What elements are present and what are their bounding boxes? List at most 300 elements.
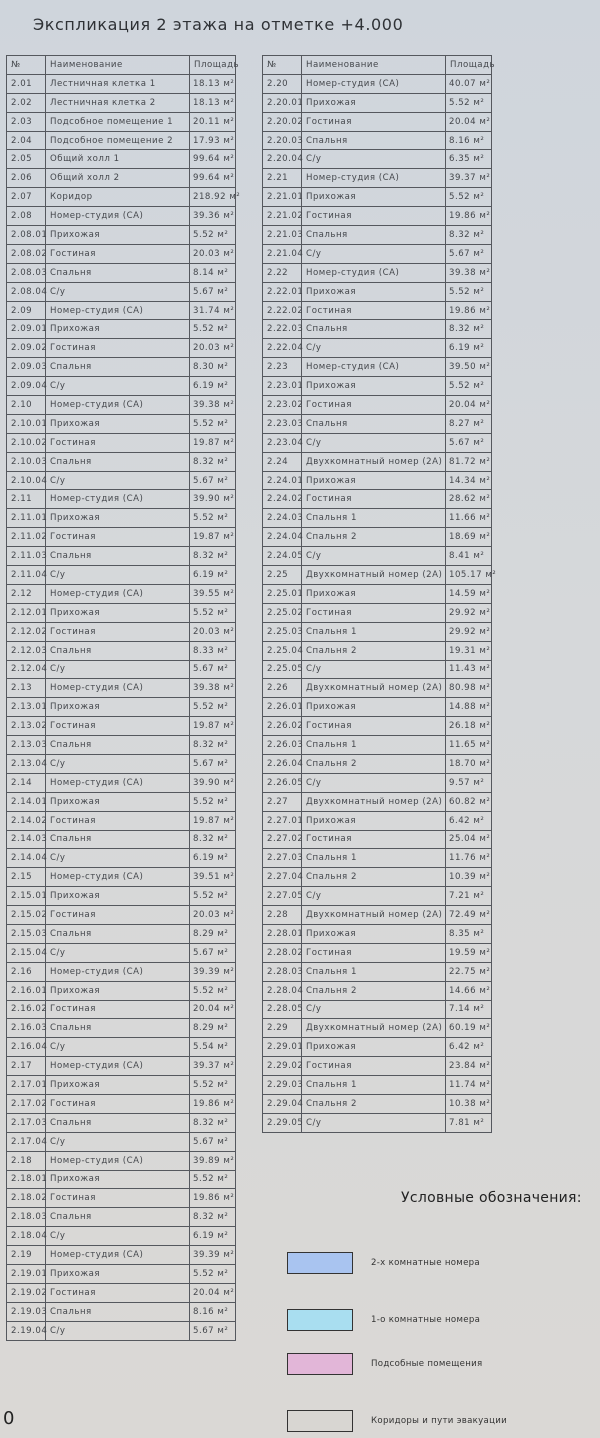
area-value: 8.14: [193, 267, 215, 278]
area-value: 6.35: [449, 154, 471, 165]
room-area: [190, 736, 236, 755]
room-name: Спальня 1: [302, 509, 446, 528]
room-area: [190, 358, 236, 377]
area-value: 10.39: [449, 872, 477, 883]
area-value: 19.86: [193, 1098, 221, 1109]
area-unit: м²: [217, 645, 229, 656]
area-unit: м²: [217, 1042, 229, 1053]
room-number: 2.26.01: [263, 698, 302, 717]
area-value: 28.62: [449, 494, 477, 505]
area-value: 7.21: [449, 891, 471, 902]
room-number: 2.13: [7, 679, 46, 698]
table-row: [263, 811, 492, 830]
room-area: [446, 698, 492, 717]
area-unit: м²: [217, 381, 229, 392]
table-row: [263, 112, 492, 131]
area-value: 39.55: [193, 588, 221, 599]
area-value: 22.75: [449, 966, 477, 977]
table-row: [263, 93, 492, 112]
room-area: [190, 717, 236, 736]
area-unit: м²: [217, 947, 229, 958]
area-unit: м²: [223, 1250, 235, 1261]
table-row: [263, 924, 492, 943]
room-name: Гостиная: [302, 943, 446, 962]
table-row: [263, 792, 492, 811]
area-value: 39.51: [193, 872, 221, 883]
area-value: 19.87: [193, 532, 221, 543]
room-number: 2.25.02: [263, 603, 302, 622]
room-number: 2.17.03: [7, 1113, 46, 1132]
room-area: [446, 169, 492, 188]
table-row: [7, 811, 236, 830]
table-row: [7, 131, 236, 150]
room-name: Спальня: [46, 641, 190, 660]
area-unit: м²: [479, 607, 491, 618]
table-row: [263, 906, 492, 925]
table-row: [7, 263, 236, 282]
area-value: 8.16: [449, 135, 471, 146]
room-area: [190, 320, 236, 339]
area-unit: м²: [479, 910, 491, 921]
room-name: Лестничная клетка 2: [46, 93, 190, 112]
table-row: [7, 528, 236, 547]
area-value: 5.52: [193, 702, 215, 713]
table-row: [7, 698, 236, 717]
table-row: [7, 433, 236, 452]
area-value: 5.52: [193, 1268, 215, 1279]
column-header: Наименование: [46, 56, 190, 75]
room-name: С/у: [46, 943, 190, 962]
room-number: 2.23.03: [263, 414, 302, 433]
room-area: [190, 74, 236, 93]
room-area: [446, 660, 492, 679]
area-unit: м²: [479, 1080, 491, 1091]
room-area: [446, 433, 492, 452]
table-row: [263, 1076, 492, 1095]
room-area: [446, 962, 492, 981]
room-area: [446, 320, 492, 339]
room-name: Прихожая: [46, 414, 190, 433]
room-number: 2.15: [7, 868, 46, 887]
area-unit: м²: [223, 173, 235, 184]
area-value: 8.32: [193, 1117, 215, 1128]
room-name: Спальня 2: [302, 528, 446, 547]
room-name: Гостиная: [302, 1057, 446, 1076]
room-area: [446, 1038, 492, 1057]
room-name: Гостиная: [46, 528, 190, 547]
room-number: 2.29.02: [263, 1057, 302, 1076]
room-number: 2.22.02: [263, 301, 302, 320]
legend-swatch: [287, 1353, 353, 1375]
room-area: [190, 887, 236, 906]
area-unit: м²: [217, 324, 229, 335]
room-area: [190, 339, 236, 358]
room-number: 2.25: [263, 566, 302, 585]
room-name: Общий холл 1: [46, 150, 190, 169]
area-value: 39.38: [449, 267, 477, 278]
legend-swatch: [287, 1410, 353, 1432]
area-unit: м²: [217, 1268, 229, 1279]
area-unit: м²: [479, 853, 491, 864]
room-area: [446, 717, 492, 736]
table-row: [263, 74, 492, 93]
room-area: [190, 471, 236, 490]
area-value: 19.87: [193, 721, 221, 732]
room-area: [190, 226, 236, 245]
area-unit: м²: [479, 872, 491, 883]
room-name: Прихожая: [302, 282, 446, 301]
area-unit: м²: [223, 626, 235, 637]
area-unit: м²: [223, 532, 235, 543]
area-unit: м²: [473, 815, 485, 826]
room-number: 2.11: [7, 490, 46, 509]
area-unit: м²: [479, 1098, 491, 1109]
room-number: 2.15.03: [7, 924, 46, 943]
area-value: 99.64: [193, 154, 221, 165]
area-unit: м²: [473, 437, 485, 448]
area-unit: м²: [223, 683, 235, 694]
area-unit: м²: [217, 229, 229, 240]
area-value: 18.13: [193, 97, 221, 108]
room-number: 2.18.04: [7, 1227, 46, 1246]
area-value: 6.19: [193, 569, 215, 580]
room-number: 2.11.04: [7, 566, 46, 585]
area-unit: м²: [223, 211, 235, 222]
area-unit: м²: [479, 626, 491, 637]
area-value: 6.19: [449, 343, 471, 354]
table-row: [7, 301, 236, 320]
area-unit: м²: [223, 1098, 235, 1109]
area-unit: м²: [217, 456, 229, 467]
area-value: 19.31: [449, 645, 477, 656]
room-area: [446, 414, 492, 433]
room-area: [190, 1265, 236, 1284]
room-name: Спальня: [46, 263, 190, 282]
room-name: Прихожая: [46, 1170, 190, 1189]
room-name: Спальня 2: [302, 868, 446, 887]
table-row: [263, 358, 492, 377]
room-name: Номер-студия (СА): [302, 358, 446, 377]
table-header-row: [7, 56, 236, 75]
room-number: 2.24.05: [263, 547, 302, 566]
area-unit: м²: [217, 1212, 229, 1223]
table-row: [7, 1208, 236, 1227]
room-name: Спальня 2: [302, 754, 446, 773]
room-number: 2.29.01: [263, 1038, 302, 1057]
room-number: 2.20.03: [263, 131, 302, 150]
room-name: Лестничная клетка 1: [46, 74, 190, 93]
room-number: 2.18.01: [7, 1170, 46, 1189]
room-number: 2.12.01: [7, 603, 46, 622]
area-value: 39.37: [193, 1061, 221, 1072]
area-unit: м²: [217, 702, 229, 713]
table-row: [7, 1151, 236, 1170]
area-value: 19.86: [193, 1193, 221, 1204]
area-unit: м²: [479, 1023, 491, 1034]
room-area: [446, 452, 492, 471]
room-number: 2.06: [7, 169, 46, 188]
table-row: [7, 377, 236, 396]
area-value: 20.03: [193, 910, 221, 921]
room-area: [446, 188, 492, 207]
area-value: 6.19: [193, 1231, 215, 1242]
legend-swatch: [287, 1252, 353, 1274]
area-unit: м²: [217, 834, 229, 845]
legend-label: 2-х комнатные номера: [371, 1258, 480, 1268]
area-value: 6.42: [449, 1042, 471, 1053]
area-value: 60.19: [449, 1023, 477, 1034]
area-value: 5.67: [193, 947, 215, 958]
area-value: 19.87: [193, 437, 221, 448]
room-name: С/у: [302, 660, 446, 679]
table-row: [263, 528, 492, 547]
area-unit: м²: [217, 362, 229, 373]
area-unit: м²: [217, 1136, 229, 1147]
area-value: 20.03: [193, 248, 221, 259]
room-area: [190, 603, 236, 622]
area-value: 8.30: [193, 362, 215, 373]
room-area: [446, 471, 492, 490]
area-value: 39.90: [193, 777, 221, 788]
room-area: [190, 830, 236, 849]
table-row: [7, 339, 236, 358]
legend-title: Условные обозначения:: [401, 1190, 582, 1206]
area-value: 5.52: [193, 418, 215, 429]
room-name: Гостиная: [46, 244, 190, 263]
room-number: 2.20.01: [263, 93, 302, 112]
room-name: Коридор: [46, 188, 190, 207]
room-area: [446, 566, 497, 585]
room-name: Гостиная: [302, 490, 446, 509]
area-value: 11.43: [449, 664, 477, 675]
area-unit: м²: [479, 664, 491, 675]
area-unit: м²: [479, 702, 491, 713]
room-number: 2.18.02: [7, 1189, 46, 1208]
room-name: Прихожая: [302, 377, 446, 396]
room-name: Спальня 1: [302, 622, 446, 641]
room-number: 2.24.01: [263, 471, 302, 490]
area-value: 5.67: [193, 475, 215, 486]
table-row: [7, 1189, 236, 1208]
area-unit: м²: [473, 1117, 485, 1128]
room-number: 2.16: [7, 962, 46, 981]
area-unit: м²: [479, 475, 491, 486]
area-unit: м²: [223, 494, 235, 505]
room-area: [190, 396, 236, 415]
room-name: Номер-студия (СА): [46, 868, 190, 887]
room-number: 2.19.02: [7, 1283, 46, 1302]
room-name: Гостиная: [302, 717, 446, 736]
legend-swatch: [287, 1309, 353, 1331]
room-name: С/у: [302, 887, 446, 906]
area-unit: м²: [223, 343, 235, 354]
legend-label: 1-о комнатные номера: [371, 1315, 481, 1325]
room-number: 2.16.04: [7, 1038, 46, 1057]
room-area: [446, 584, 492, 603]
area-value: 18.69: [449, 532, 477, 543]
table-row: [7, 849, 236, 868]
table-row: [263, 660, 492, 679]
area-value: 8.32: [193, 1212, 215, 1223]
room-name: Гостиная: [302, 301, 446, 320]
room-number: 2.19.03: [7, 1302, 46, 1321]
legend-label: Коридоры и пути эвакуации: [371, 1416, 508, 1426]
table-row: [7, 1094, 236, 1113]
room-number: 2.26.05: [263, 773, 302, 792]
room-name: Гостиная: [302, 207, 446, 226]
room-area: [446, 641, 492, 660]
area-unit: м²: [223, 777, 235, 788]
table-row: [263, 830, 492, 849]
area-value: 14.34: [449, 475, 477, 486]
room-name: Прихожая: [46, 509, 190, 528]
room-number: 2.05: [7, 150, 46, 169]
room-area: [446, 943, 492, 962]
table-row: [263, 622, 492, 641]
room-number: 2.19: [7, 1246, 46, 1265]
area-value: 19.86: [449, 211, 477, 222]
room-number: 2.25.03: [263, 622, 302, 641]
room-number: 2.25.04: [263, 641, 302, 660]
room-area: [446, 263, 492, 282]
room-area: [446, 868, 492, 887]
room-number: 2.09.01: [7, 320, 46, 339]
room-name: С/у: [46, 1132, 190, 1151]
room-name: Гостиная: [302, 112, 446, 131]
area-unit: м²: [223, 1061, 235, 1072]
legend-item-one-room: [287, 1309, 587, 1333]
table-row: [7, 641, 236, 660]
table-header-row: [263, 56, 492, 75]
area-unit: м²: [479, 985, 491, 996]
room-name: Номер-студия (СА): [46, 396, 190, 415]
area-unit: м²: [217, 1174, 229, 1185]
room-number: 2.17.04: [7, 1132, 46, 1151]
legend-item-corridors: [287, 1410, 587, 1434]
area-unit: м²: [217, 569, 229, 580]
area-unit: м²: [223, 154, 235, 165]
room-area: [446, 244, 492, 263]
area-value: 5.67: [193, 1136, 215, 1147]
room-name: Номер-студия (СА): [46, 773, 190, 792]
table-row: [7, 244, 236, 263]
room-number: 2.13.01: [7, 698, 46, 717]
room-name: Номер-студия (СА): [46, 490, 190, 509]
room-number: 2.28.05: [263, 1000, 302, 1019]
area-value: 6.19: [193, 853, 215, 864]
room-area: [446, 358, 492, 377]
room-number: 2.21.03: [263, 226, 302, 245]
room-area: [446, 528, 492, 547]
room-area: [446, 906, 492, 925]
table-row: [7, 414, 236, 433]
room-area: [190, 509, 236, 528]
room-number: 2.25.05: [263, 660, 302, 679]
room-area: [190, 962, 236, 981]
room-area: [190, 1076, 236, 1095]
table-row: [7, 924, 236, 943]
room-number: 2.21: [263, 169, 302, 188]
table-row: [7, 150, 236, 169]
room-area: [446, 754, 492, 773]
room-area: [446, 830, 492, 849]
table-row: [263, 603, 492, 622]
room-name: Номер-студия (СА): [46, 962, 190, 981]
room-number: 2.18: [7, 1151, 46, 1170]
room-name: Двухкомнатный номер (2А): [302, 566, 446, 585]
area-value: 31.74: [193, 305, 221, 316]
area-unit: м²: [473, 418, 485, 429]
table-row: [263, 320, 492, 339]
room-area: [190, 660, 236, 679]
area-value: 5.52: [193, 607, 215, 618]
area-value: 80.98: [449, 683, 477, 694]
room-name: С/у: [302, 547, 446, 566]
room-number: 2.14.03: [7, 830, 46, 849]
room-area: [190, 1094, 236, 1113]
column-header: №: [263, 56, 302, 75]
room-number: 2.26.02: [263, 717, 302, 736]
area-value: 19.86: [449, 305, 477, 316]
room-area: [190, 641, 236, 660]
area-value: 218.92: [193, 192, 227, 203]
area-value: 14.66: [449, 985, 477, 996]
room-number: 2.22.03: [263, 320, 302, 339]
room-area: [446, 509, 492, 528]
table-row: [263, 962, 492, 981]
table-row: [263, 433, 492, 452]
area-value: 5.52: [193, 891, 215, 902]
room-number: 2.12.04: [7, 660, 46, 679]
area-unit: м²: [223, 966, 235, 977]
area-unit: м²: [473, 229, 485, 240]
area-value: 20.11: [193, 116, 221, 127]
area-value: 105.17: [449, 569, 483, 580]
room-number: 2.27.02: [263, 830, 302, 849]
room-name: Гостиная: [46, 433, 190, 452]
area-value: 20.03: [193, 343, 221, 354]
table-row: [7, 471, 236, 490]
room-area: [190, 188, 241, 207]
room-name: Спальня: [46, 736, 190, 755]
room-number: 2.17: [7, 1057, 46, 1076]
room-area: [190, 301, 236, 320]
area-value: 14.59: [449, 588, 477, 599]
room-number: 2.02: [7, 93, 46, 112]
room-area: [190, 547, 236, 566]
area-unit: м²: [217, 1306, 229, 1317]
room-area: [190, 679, 236, 698]
room-name: Спальня: [46, 1208, 190, 1227]
area-value: 5.67: [449, 248, 471, 259]
room-name: Спальня: [302, 414, 446, 433]
room-area: [190, 207, 236, 226]
room-area: [190, 282, 236, 301]
room-number: 2.29: [263, 1019, 302, 1038]
room-number: 2.09: [7, 301, 46, 320]
area-unit: м²: [223, 305, 235, 316]
room-area: [190, 1189, 236, 1208]
table-row: [263, 943, 492, 962]
table-row: [263, 131, 492, 150]
table-row: [7, 452, 236, 471]
area-unit: м²: [479, 740, 491, 750]
table-row: [7, 74, 236, 93]
room-area: [446, 1019, 492, 1038]
room-area: [190, 377, 236, 396]
room-area: [190, 112, 236, 131]
table-row: [263, 301, 492, 320]
